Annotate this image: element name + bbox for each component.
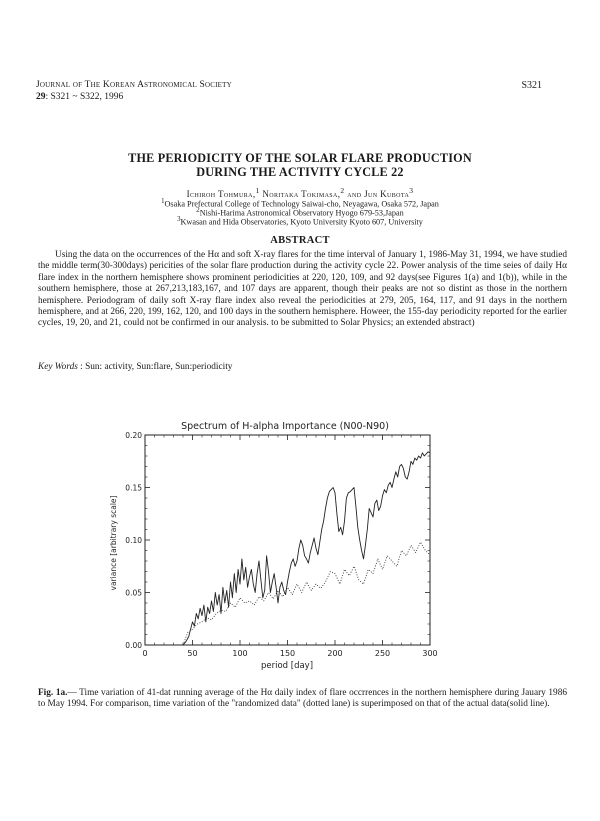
y-tick-label: 0.00: [125, 641, 142, 650]
affiliation-3-sup: 3: [177, 216, 181, 223]
author-2-sup: 2: [340, 186, 345, 195]
x-tick-label: 100: [232, 649, 248, 658]
x-axis-label: period [day]: [260, 661, 314, 671]
actual-data-line: [183, 452, 430, 645]
journal-name: [36, 80, 232, 90]
x-tick-labels: [142, 649, 437, 658]
volume-number: 29: [36, 92, 46, 102]
journal-title: Journal of The Korean Astronomical Society: [36, 80, 232, 90]
affiliation-3: [0, 215, 600, 227]
page-number: S321: [521, 80, 542, 91]
y-axis-label: variance [arbitrary scale]: [109, 495, 118, 591]
chart-title: Spectrum of H-alpha Importance (N00-N90): [181, 421, 389, 432]
x-tick-label: 300: [422, 649, 438, 658]
y-tick-labels: [125, 431, 142, 650]
affiliation-1-text: Osaka Prefectural College of Technology Saiwai-cho, Neyagawa, Osaka 572, Japan: [164, 199, 439, 209]
keywords: [38, 362, 232, 372]
x-tick-label: 150: [279, 649, 296, 658]
paper-title: [0, 152, 600, 179]
randomized-data-line: [183, 542, 430, 645]
plot-frame: [145, 435, 430, 645]
author-1-sup: 1: [255, 186, 260, 195]
author-3: and Jun Kubota: [344, 189, 410, 199]
y-tick-label: 0.10: [125, 536, 142, 545]
x-tick-label: 250: [374, 649, 391, 658]
figure-caption: [38, 688, 567, 711]
abstract-heading: ABSTRACT: [270, 235, 330, 246]
x-tick-label: 200: [327, 649, 343, 658]
affiliation-2-sup: 2: [196, 207, 200, 214]
author-3-sup: 3: [409, 186, 414, 195]
affiliation-1-sup: 1: [161, 198, 165, 205]
abstract-text: Using the data on the occurrences of the Hα and soft X-ray flares for the time interval of January 1, 1986-May 31, 1994, we have studied the middle term(30-300days) pericities of the solar flare production during the activity cycle 22. Power analysis of the time seies of daily Hα flare index in the northern hemisphere shows prominent periodicities at 220, 120, 109, and 92 days(see Figures 1(a) and 1(b)), while in the southern hemisphere, those at 267,213,183,167, and 107 days are apparent, though their peaks are not so distint as those in the northern hemisphere. Periodogram of daily soft X-ray flare index also reveal the periodicities at 279, 205, 164, 117, and 91 days in the northern hemisphere, and at 266, 220, 199, 162, 120, and 100 days in the southern hemisphere. Howeer, the 155-day periodicity reported for the earlier cycles, 19, 20, and 21, could not be confirmed in our analysis. to be submitted to Solar Physics; an extended abstract): [38, 250, 567, 329]
author-2: Noritaka Tokimasa,: [259, 189, 341, 199]
x-tick-label: 0: [142, 649, 148, 658]
keywords-label: Key Words: [38, 362, 78, 372]
x-tick-label: 50: [187, 649, 198, 658]
caption-label: Fig. 1a.: [38, 688, 68, 698]
affiliation-2-text: Nishi-Harima Astronomical Observatory Hyogo 679-53,Japan: [199, 208, 404, 218]
chart-series: [183, 452, 430, 645]
volume-line: [36, 92, 123, 102]
spectrum-chart: [109, 415, 450, 677]
y-tick-label: 0.20: [125, 431, 142, 440]
y-tick-label: 0.05: [125, 588, 142, 598]
keywords-text: : Sun: activity, Sun:flare, Sun:periodicity: [77, 362, 233, 372]
title-line-2: DURING THE ACTIVITY CYCLE 22: [196, 164, 404, 179]
title-line-1: THE PERIODICITY OF THE SOLAR FLARE PRODUCTION: [128, 151, 472, 165]
author-1: Ichiroh Tohmura,: [186, 189, 256, 199]
pages-year: : S321 ~ S322, 1996: [45, 92, 124, 102]
y-tick-label: 0.15: [125, 483, 142, 493]
affiliation-3-text: Kwasan and Hida Observatories, Kyoto University Kyoto 607, University: [180, 217, 423, 227]
caption-text: — Time variation of 41-dat running average of the Hα daily index of flare occrrences in the northern hemisphere during Jauary 1986 to May 1994. For comparison, time variation of the "randomized data" (dotted lane) is superimposed on that of the actual data(solid line).: [38, 688, 567, 710]
axis-ticks: [145, 435, 430, 645]
